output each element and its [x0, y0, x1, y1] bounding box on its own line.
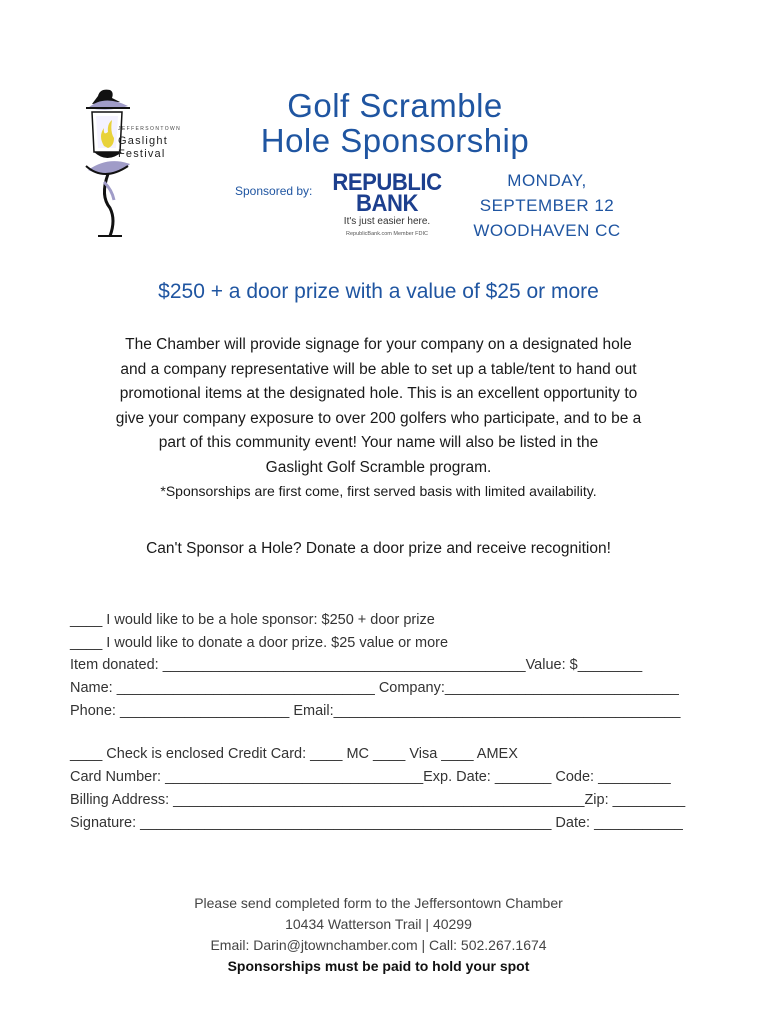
card-number-field[interactable]: Card Number: ________________________________Exp. Date: _______ Code: _________	[70, 769, 671, 785]
logo-small-text: JEFFERSONTOWN	[118, 126, 182, 132]
bank-name-line1: REPUBLIC	[332, 169, 442, 196]
name-company-field[interactable]: Name: ________________________________ Company:_____________________________	[70, 680, 679, 696]
description-line: Gaslight Golf Scramble program.	[265, 458, 492, 476]
description-line: give your company exposure to over 200 golfers who participate, and to be a	[115, 409, 642, 427]
logo-line1: Gaslight	[118, 135, 168, 147]
door-prize-option[interactable]: ____ I would like to donate a door prize. $25 value or more	[70, 635, 449, 651]
logo-wordmark	[118, 127, 181, 160]
page-title-line2: Hole Sponsorship	[260, 122, 530, 159]
bank-name-line2: BANK	[356, 190, 418, 217]
description-line: promotional items at the designated hole. This is an excellent opportunity to	[119, 385, 638, 402]
item-donated-field[interactable]: Item donated: _____________________________________________Value: $________	[70, 657, 643, 673]
bank-fine-print: RepublicBank.com Member FDIC	[346, 231, 428, 237]
footer-instructions: Please send completed form to the Jeffersontown Chamber	[194, 895, 563, 911]
bank-tagline: It's just easier here.	[343, 216, 431, 227]
description-line: and a company representative will be able to set up a table/tent to hand out	[120, 360, 637, 378]
description-line: part of this community event! Your name will also be listed in the	[158, 434, 599, 451]
sponsored-by-label: Sponsored by:	[235, 184, 313, 198]
event-venue: WOODHAVEN CC	[473, 221, 621, 240]
description	[40, 333, 717, 502]
footer-payment-note: Sponsorships must be paid to hold your spot	[227, 958, 530, 974]
footer	[0, 893, 757, 977]
republic-bank-logo	[324, 169, 450, 237]
event-date: SEPTEMBER 12	[479, 196, 615, 215]
price-heading: $250 + a door prize with a value of $25 or more	[158, 280, 599, 303]
donate-prize-line: Can't Sponsor a Hole? Donate a door prize and receive recognition!	[146, 540, 611, 557]
payment-method-field[interactable]: ____ Check is enclosed Credit Card: ____ MC ____ Visa ____ AMEX	[70, 746, 518, 762]
footer-contact: Email: Darin@jtownchamber.com | Call: 502.267.1674	[210, 937, 547, 953]
signature-date-field[interactable]: Signature: ___________________________________________________ Date: ___________	[70, 815, 683, 831]
description-line: The Chamber will provide signage for your company on a designated hole	[125, 336, 632, 353]
billing-address-field[interactable]: Billing Address: ___________________________________________________Zip: _________	[70, 792, 686, 808]
footer-address: 10434 Watterson Trail | 40299	[285, 916, 472, 932]
hole-sponsor-option[interactable]: ____ I would like to be a hole sponsor: $250 + door prize	[70, 612, 435, 628]
logo-line2: Festival	[118, 147, 166, 160]
gaslight-lamp-icon	[70, 86, 190, 242]
event-info	[455, 168, 639, 243]
availability-note: *Sponsorships are first come, first served basis with limited availability.	[160, 483, 597, 499]
phone-email-field[interactable]: Phone: _____________________ Email:___________________________________________	[70, 703, 681, 719]
page-title-line1: Golf Scramble	[287, 87, 503, 124]
event-day: MONDAY,	[507, 171, 587, 190]
